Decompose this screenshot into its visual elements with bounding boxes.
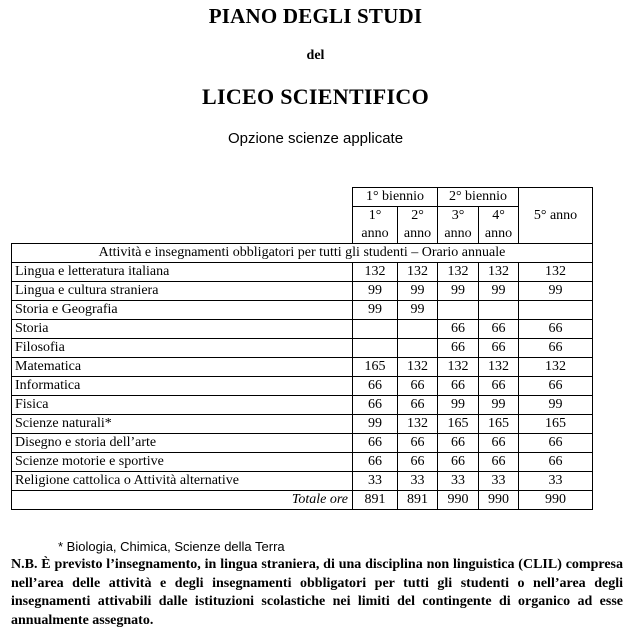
hours-cell: 66 [438,320,479,339]
total-cell: 990 [479,491,519,510]
subject-cell: Filosofia [12,339,353,358]
subject-cell: Religione cattolica o Attività alternative [12,472,353,491]
table-row [12,396,593,415]
subject-cell: Lingua e letteratura italiana [12,263,353,282]
hours-cell: 132 [353,263,398,282]
hours-cell [353,339,398,358]
study-plan-table [11,187,593,510]
hours-cell [353,320,398,339]
hours-cell [398,320,438,339]
year-header-3: 3° anno [438,207,479,244]
hours-cell: 66 [479,377,519,396]
subject-cell: Storia e Geografia [12,301,353,320]
hours-cell: 66 [479,339,519,358]
hours-cell: 132 [519,358,593,377]
subject-cell: Matematica [12,358,353,377]
subject-cell: Storia [12,320,353,339]
nb-note: N.B. È previsto l’insegnamento, in lingua straniera, di una disciplina non linguistica (CLIL) compresa nell’area delle attività e degli insegnamenti obbligatori per tutti gli studenti o nell’area degli insegnamenti attivabili dalle istituzioni scolastiche nei limiti del contingente di organico ad esse annualmente assegnato. [11,557,623,628]
hours-cell: 132 [438,263,479,282]
hours-cell: 132 [438,358,479,377]
hours-cell: 99 [398,301,438,320]
hours-cell: 33 [353,472,398,491]
hours-cell: 99 [519,396,593,415]
group-header-second-biennium: 2° biennio [438,188,519,207]
title-connector: del [306,48,325,63]
hours-cell: 66 [519,453,593,472]
hours-cell: 66 [353,396,398,415]
hours-cell: 66 [479,434,519,453]
table-row [12,358,593,377]
hours-cell: 99 [519,282,593,301]
hours-cell: 132 [398,263,438,282]
hours-cell: 66 [398,453,438,472]
totals-row [12,491,593,510]
hours-cell: 132 [519,263,593,282]
hours-cell: 66 [519,434,593,453]
subject-cell: Scienze motorie e sportive [12,453,353,472]
table-row [12,320,593,339]
document-title: PIANO DEGLI STUDI [208,4,423,28]
hours-cell: 66 [519,320,593,339]
table-row [12,453,593,472]
hours-cell: 99 [438,396,479,415]
hours-cell: 66 [479,320,519,339]
hours-cell: 99 [479,282,519,301]
table-row [12,415,593,434]
option-subtitle: Opzione scienze applicate [227,130,404,147]
hours-cell: 66 [353,434,398,453]
hours-cell: 132 [479,263,519,282]
hours-cell: 66 [519,339,593,358]
hours-cell: 99 [353,415,398,434]
year-header-2: 2° anno [398,207,438,244]
hours-cell: 66 [398,434,438,453]
table-row [12,434,593,453]
hours-cell: 66 [398,396,438,415]
hours-cell: 99 [438,282,479,301]
subject-cell: Fisica [12,396,353,415]
hours-cell: 132 [398,358,438,377]
hours-cell: 165 [353,358,398,377]
subject-cell: Scienze naturali* [12,415,353,434]
hours-cell: 165 [438,415,479,434]
year-header-4: 4° anno [479,207,519,244]
table-row [12,263,593,282]
total-cell: 891 [353,491,398,510]
hours-cell: 165 [519,415,593,434]
year-header-5: 5° anno [519,188,593,244]
group-header-first-biennium: 1° biennio [353,188,438,207]
table-row [12,282,593,301]
footnote: * Biologia, Chimica, Scienze della Terra [58,539,285,554]
subject-cell: Informatica [12,377,353,396]
hours-cell: 132 [398,415,438,434]
hours-cell [438,301,479,320]
total-label: Totale ore [12,491,353,510]
hours-cell [398,339,438,358]
table-row [12,377,593,396]
hours-cell: 66 [438,377,479,396]
section-band: Attività e insegnamenti obbligatori per tutti gli studenti – Orario annuale [12,244,593,263]
hours-cell: 66 [398,377,438,396]
total-cell: 990 [519,491,593,510]
hours-cell: 99 [353,301,398,320]
subject-cell: Disegno e storia dell’arte [12,434,353,453]
hours-cell: 33 [479,472,519,491]
table-row [12,339,593,358]
hours-cell: 33 [519,472,593,491]
hours-cell: 33 [438,472,479,491]
hours-cell: 66 [353,377,398,396]
school-name: LICEO SCIENTIFICO [202,84,429,109]
hours-cell: 165 [479,415,519,434]
hours-cell: 66 [519,377,593,396]
total-cell: 990 [438,491,479,510]
table-row [12,472,593,491]
hours-cell: 66 [479,453,519,472]
year-header-1: 1° anno [353,207,398,244]
hours-cell: 66 [438,339,479,358]
hours-cell: 99 [479,396,519,415]
hours-cell: 99 [398,282,438,301]
hours-cell: 33 [398,472,438,491]
hours-cell [519,301,593,320]
hours-cell: 66 [438,434,479,453]
hours-cell: 132 [479,358,519,377]
hours-cell: 99 [353,282,398,301]
hours-cell [479,301,519,320]
table-row [12,301,593,320]
subject-cell: Lingua e cultura straniera [12,282,353,301]
hours-cell: 66 [353,453,398,472]
hours-cell: 66 [438,453,479,472]
total-cell: 891 [398,491,438,510]
